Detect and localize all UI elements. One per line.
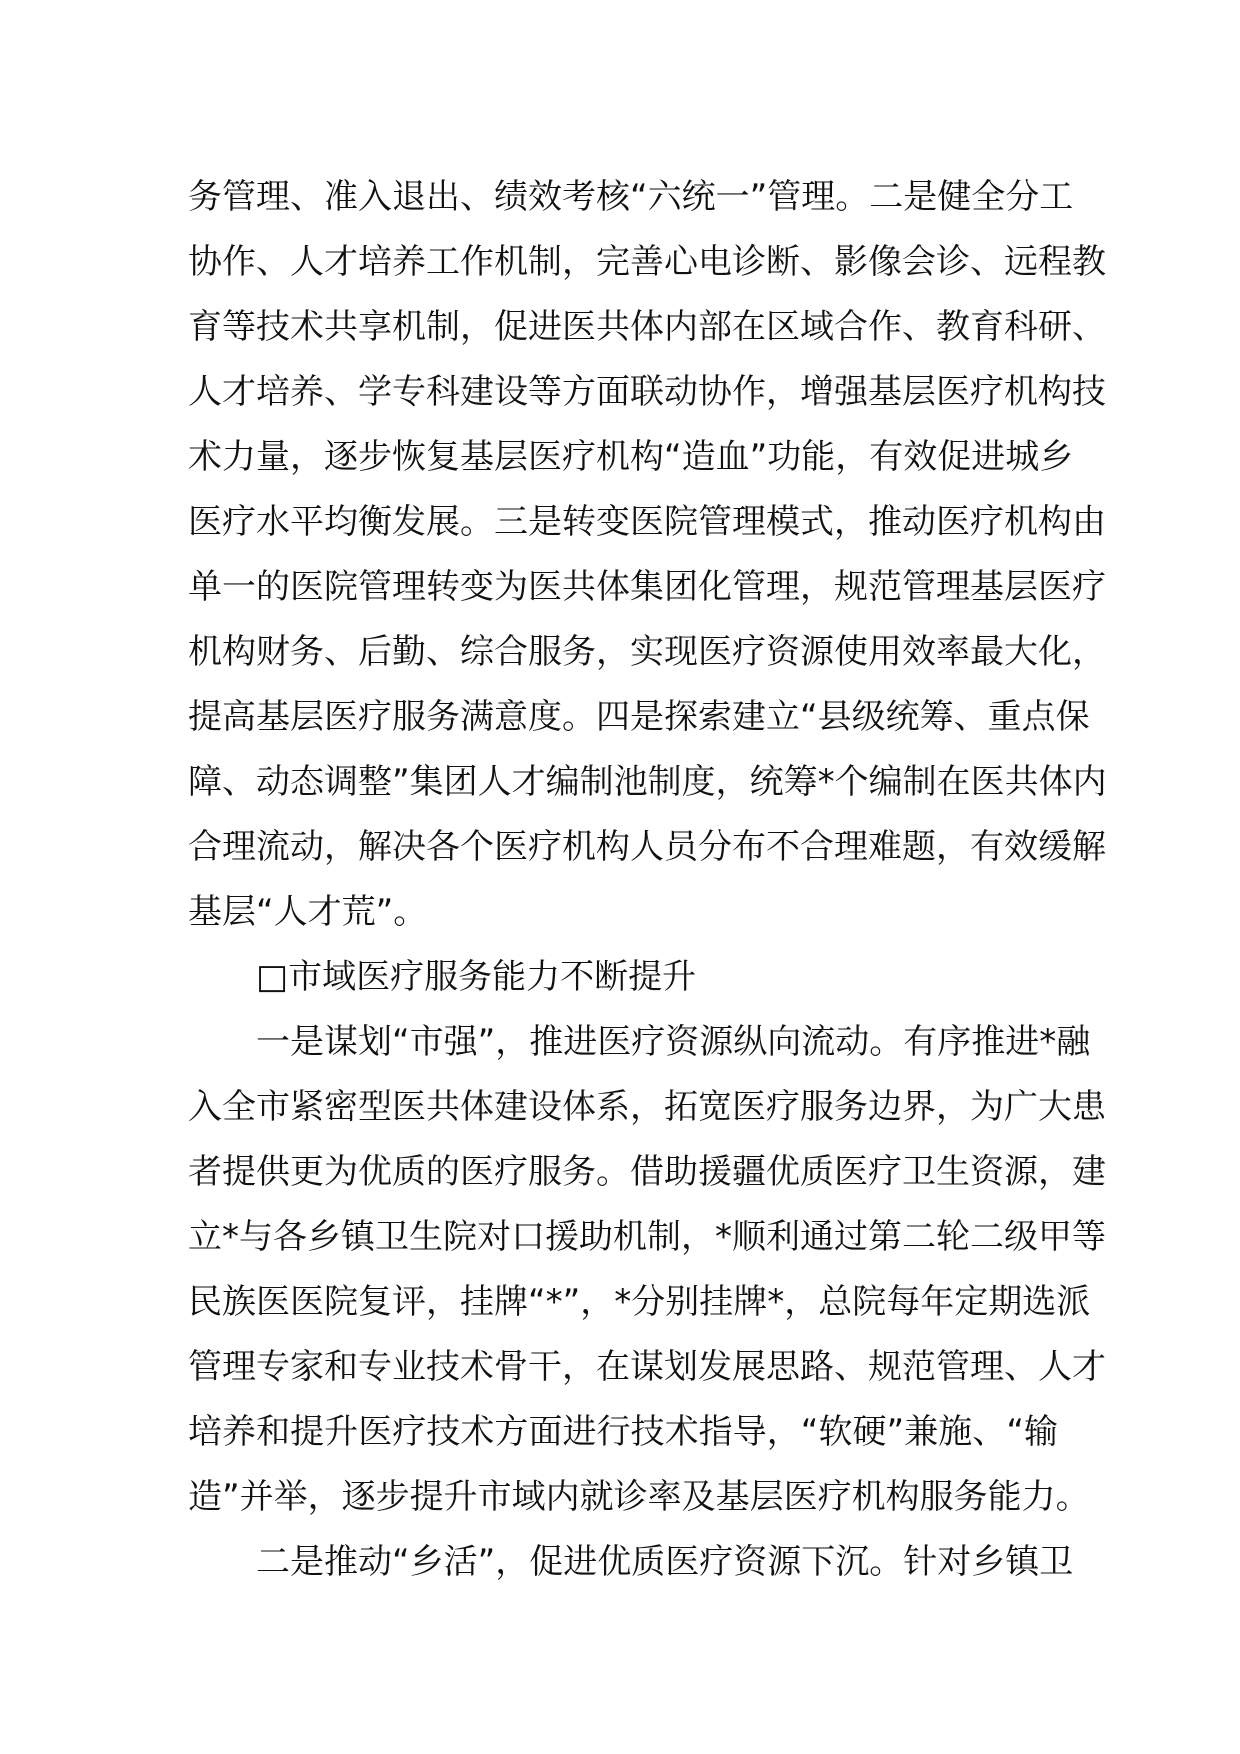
text-line: 务管理、准入退出、绩效考核“六统一”管理。二是健全分工 [188,177,1074,217]
paragraph-first-line: 一是谋划“市强”，推进医疗资源纵向流动。有序推进*融 [256,1022,1091,1062]
paragraph-first-line: 二是推动“乡活”，促进优质医疗资源下沉。针对乡镇卫 [256,1542,1074,1582]
text-line: 障、动态调整”集团人才编制池制度，统筹*个编制在医共体内 [188,762,1107,802]
text-line: 造”并举，逐步提升市域内就诊率及基层医疗机构服务能力。 [188,1477,1090,1517]
text-line: 人才培养、学专科建设等方面联动协作，增强基层医疗机构技 [188,372,1106,412]
text-line: 术力量，逐步恢复基层医疗机构“造血”功能，有效促进城乡 [188,437,1074,477]
text-line: 育等技术共享机制，促进医共体内部在区域合作、教育科研、 [188,307,1106,347]
text-line: 合理流动，解决各个医疗机构人员分布不合理难题，有效缓解 [188,827,1106,867]
text-line: 机构财务、后勤、综合服务，实现医疗资源使用效率最大化， [188,632,1106,672]
text-line: 单一的医院管理转变为医共体集团化管理，规范管理基层医疗 [188,567,1106,607]
text-line: 医疗水平均衡发展。三是转变医院管理模式，推动医疗机构由 [188,502,1106,542]
paragraph-end-line: 基层“人才荒”。 [188,892,428,932]
text-line: 立*与各乡镇卫生院对口援助机制，*顺利通过第二轮二级甲等 [188,1217,1106,1257]
text-line: 入全市紧密型医共体建设体系，拓宽医疗服务边界，为广大患 [188,1087,1106,1127]
text-line: 培养和提升医疗技术方面进行技术指导，“软硬”兼施、“输 [188,1412,1058,1452]
text-line: 者提供更为优质的医疗服务。借助援疆优质医疗卫生资源，建 [188,1152,1106,1192]
text-line: 提高基层医疗服务满意度。四是探索建立“县级统筹、重点保 [188,697,1090,737]
text-line: 民族医医院复评，挂牌“*”，*分别挂牌*，总院每年定期选派 [188,1282,1091,1322]
text-line: 管理专家和专业技术骨干，在谋划发展思路、规范管理、人才 [188,1347,1106,1387]
text-line: 协作、人才培养工作机制，完善心电诊断、影像会诊、远程教 [188,242,1106,282]
body-text [188,165,1107,1595]
section-heading: □市域医疗服务能力不断提升 [256,957,697,997]
